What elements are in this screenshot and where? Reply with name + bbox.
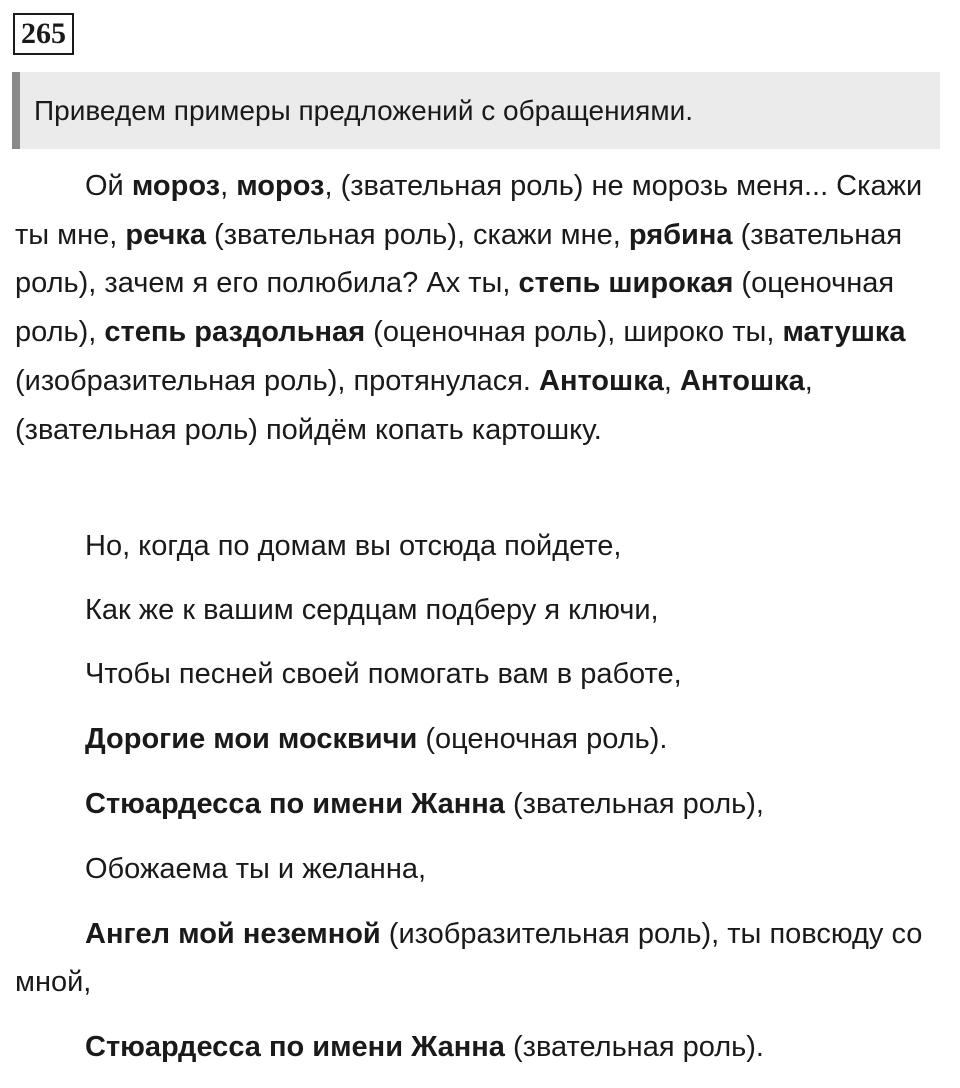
address-word: степь широкая [518, 267, 734, 300]
text-run: , [220, 170, 237, 202]
text-run: Обожаема ты и желанна, [85, 853, 427, 885]
text-run: (изобразительная роль), ты повсюду со мной, [15, 918, 923, 998]
verse-line [85, 845, 426, 893]
text-run: , (звательная роль) не морозь меня... Скажи ты мне, [15, 170, 923, 251]
text-run: (изобразительная роль), протянулася. [15, 364, 540, 397]
text-run: (звательная роль), скажи мне, [206, 218, 629, 251]
address-word: мороз [131, 170, 221, 202]
prose-paragraph [15, 162, 940, 454]
text-run: , [663, 364, 680, 397]
address-word: Антошка [679, 364, 805, 397]
verse-line [85, 650, 682, 698]
text-run: Но, когда по домам вы отсюда пойдете, [85, 530, 622, 562]
address-word: матушка [782, 316, 906, 349]
address-word: Ангел мой неземной [85, 918, 381, 950]
text-run: Ой [85, 170, 132, 202]
text-run: (оценочная роль), [15, 267, 895, 349]
address-word: речка [125, 218, 206, 251]
text-run: (звательная роль), зачем я его полюбила? Ах ты, [15, 218, 903, 300]
text-run: , (звательная роль) пойдём копать картошку. [15, 364, 813, 446]
verse-line [85, 522, 621, 570]
address-word: Стюардесса по имени Жанна [85, 1031, 505, 1063]
address-word: степь раздольная [104, 316, 366, 349]
address-word: мороз [236, 170, 325, 202]
text-run: (оценочная роль). [417, 723, 668, 755]
text-run: Чтобы песней своей помогать вам в работе, [85, 658, 682, 690]
verse-line [85, 586, 659, 634]
text-run: Как же к вашим сердцам подберу я ключи, [85, 594, 659, 626]
text-run: (оценочная роль), широко ты, [365, 316, 783, 349]
task-number: 265 [13, 13, 74, 55]
verse-line [85, 1023, 764, 1071]
text-run: (звательная роль). [504, 1031, 764, 1063]
text-run: (звательная роль), [504, 788, 764, 820]
address-word: Антошка [539, 364, 664, 397]
task-statement: Приведем примеры предложений с обращениями. [12, 72, 940, 149]
verse-line [85, 780, 764, 828]
address-word: Стюардесса по имени Жанна [85, 788, 505, 820]
address-word: рябина [628, 218, 733, 251]
verse-line [15, 910, 940, 1006]
verse-line [85, 715, 667, 763]
address-word: Дорогие мои москвичи [85, 723, 418, 755]
